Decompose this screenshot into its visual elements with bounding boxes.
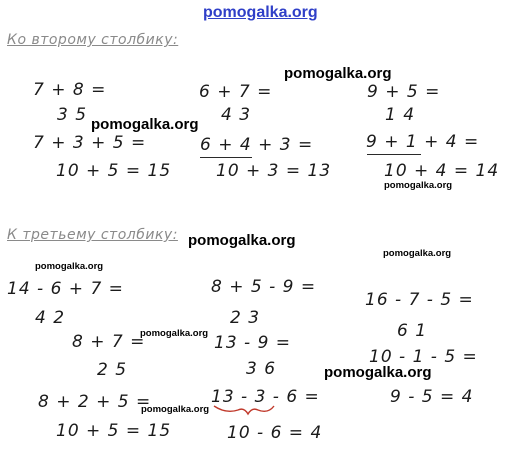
s2-col1-split2: 2 5 [97,360,128,380]
watermark-big[interactable]: pomogalka.org [91,116,199,133]
s2-col1-result: 10 + 5 = 15 [56,421,172,441]
watermark-small[interactable]: pomogalka.org [141,404,210,415]
watermark-small[interactable]: pomogalka.org [140,328,209,339]
s1-col1-split: 3 5 [57,105,88,125]
s1-col1-expand: 7 + 3 + 5 = [33,133,147,153]
s2-col2-result: 10 - 6 = 4 [227,423,323,443]
s2-col1-split1: 4 2 [35,308,66,328]
s1-col2-result: 10 + 3 = 13 [216,161,332,181]
watermark-big[interactable]: pomogalka.org [188,232,296,249]
s2-col3-equation2: 10 - 1 - 5 = [369,347,478,367]
s1-col3-expand: 9 + 1 + 4 = [366,132,480,152]
s1-col2-split: 4 3 [221,105,252,125]
watermark-small[interactable]: pomogalka.org [384,180,453,191]
s2-col2-equation1: 8 + 5 - 9 = [211,277,317,297]
s2-col2-equation2: 13 - 9 = [214,333,292,353]
watermark-small[interactable]: pomogalka.org [35,261,104,272]
watermark-big[interactable]: pomogalka.org [324,364,432,381]
s2-col2-brace-icon [212,404,276,416]
s2-col2-equation3: 13 - 3 - 6 = [211,387,320,407]
s1-col1-equation: 7 + 8 = [33,80,107,100]
s2-col1-equation2: 8 + 7 = [72,332,146,352]
s2-col3-equation1: 16 - 7 - 5 = [365,290,474,310]
watermark-big[interactable]: pomogalka.org [284,65,392,82]
section2-heading: К третьему столбику: [7,227,178,243]
s2-col1-equation1: 14 - 6 + 7 = [7,279,124,299]
s1-col3-equation: 9 + 5 = [367,82,441,102]
section1-heading: Ко второму столбику: [7,32,179,48]
s1-col3-split: 1 4 [385,105,416,125]
s2-col3-split1: 6 1 [397,321,428,341]
s2-col1-equation3: 8 + 2 + 5 = [38,392,152,412]
s1-col2-equation: 6 + 7 = [199,82,273,102]
watermark-small[interactable]: pomogalka.org [383,248,452,259]
s2-col2-split2: 3 6 [246,359,277,379]
s1-col2-expand: 6 + 4 + 3 = [200,135,314,155]
s1-col2-underline [200,157,252,158]
s2-col3-result: 9 - 5 = 4 [390,387,474,407]
s1-col3-underline [367,154,421,155]
s1-col1-result: 10 + 5 = 15 [56,161,172,181]
s2-col2-split1: 2 3 [230,308,261,328]
s1-col3-result: 10 + 4 = 14 [384,161,500,181]
top-watermark[interactable]: pomogalka.org [203,4,318,21]
